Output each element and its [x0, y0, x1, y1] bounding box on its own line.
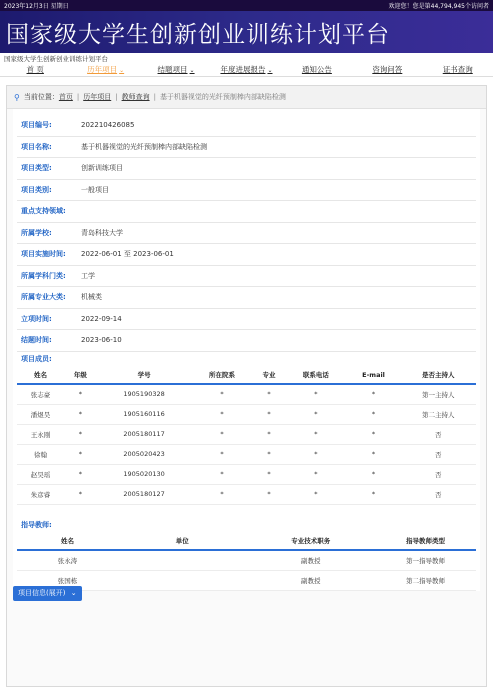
nav-item-certificate-query[interactable]: 证书查询: [442, 65, 473, 74]
detail-row-project-number: 项目编号: 202210426085: [17, 115, 476, 137]
column-header: 姓名: [17, 367, 64, 384]
detail-row-completion-date: 结题时间: 2023-06-10: [17, 330, 476, 352]
nav-item-annual-report[interactable]: 年度进展报告 ⌄: [220, 65, 273, 74]
table-row: 徐翰 * 2005020423 * * * * 否: [17, 444, 476, 464]
column-header: 专业技术职务: [246, 533, 375, 550]
column-header: 姓名: [17, 533, 118, 550]
breadcrumb-home-link[interactable]: 首页: [58, 93, 73, 101]
column-header: E-mail: [347, 367, 401, 384]
expand-project-info-button[interactable]: 项目信息(展开) ⌄: [13, 586, 82, 601]
breadcrumb: ⚲ 当前位置： 首页 | 历年项目 | 教师查询 | 基于机器视觉的光纤预制棒内部缺陷检测: [7, 86, 486, 109]
breadcrumb-past-projects-link[interactable]: 历年项目: [83, 93, 112, 101]
column-header: 学号: [97, 367, 192, 384]
table-row: 张永涛 副教授 第一指导教师: [17, 550, 476, 571]
table-row: 张志豪 * 1905190328 * * * * 第一主持人: [17, 384, 476, 405]
site-banner: [0, 11, 493, 53]
breadcrumb-teacher-query-link[interactable]: 教师查询: [121, 93, 150, 101]
table-row: 赵昊瑶 * 1905020130 * * * * 否: [17, 464, 476, 484]
location-pin-icon: ⚲: [14, 92, 20, 102]
detail-row-school: 所属学校: 青岛科技大学: [17, 223, 476, 245]
nav-item-faq[interactable]: 咨询问答: [372, 65, 403, 74]
main-nav: [0, 63, 493, 77]
chevron-down-icon: ⌄: [119, 67, 125, 74]
teachers-section-title: 指导教师:: [21, 520, 52, 529]
detail-row-major-category: 所属专业大类: 机械类: [17, 287, 476, 309]
column-header: 年级: [64, 367, 97, 384]
chevron-down-icon: ⌄: [267, 67, 273, 74]
visitor-counter: 欢迎您！您是第44,794,945个访问者: [388, 3, 489, 10]
nav-item-past-projects[interactable]: 历年项目 ⌄: [87, 65, 125, 74]
column-header: 所在院系: [191, 367, 252, 384]
detail-row-project-type: 项目类型: 创新训练项目: [17, 158, 476, 180]
breadcrumb-current: 基于机器视觉的光纤预制棒内部缺陷检测: [159, 93, 286, 101]
detail-row-project-category: 项目类别: 一般项目: [17, 180, 476, 202]
detail-row-approval-date: 立项时间: 2022-09-14: [17, 309, 476, 331]
project-detail-panel: [13, 109, 480, 591]
column-header: 专业: [253, 367, 286, 384]
top-info-bar: [0, 0, 493, 11]
column-header: 单位: [118, 533, 247, 550]
teachers-table: [17, 533, 476, 591]
table-row: 张国栋 副教授 第二指导教师: [17, 570, 476, 590]
breadcrumb-prefix: 当前位置：: [23, 93, 59, 101]
column-header: 联系电话: [285, 367, 346, 384]
current-date: 2023年12月3日 星期日: [4, 3, 69, 10]
nav-item-notices[interactable]: 通知公告: [301, 65, 332, 74]
column-header: 是否主持人: [401, 367, 476, 384]
chevron-down-icon: ⌄: [70, 589, 77, 597]
detail-row-project-name: 项目名称: 基于机器视觉的光纤预制棒内部缺陷检测: [17, 137, 476, 159]
members-section-title: 项目成员:: [21, 354, 52, 363]
nav-item-home[interactable]: 首 页: [26, 65, 44, 74]
detail-row-support-field: 重点支持领域:: [17, 201, 476, 223]
table-row: 朱彦睿 * 2005180127 * * * * 否: [17, 484, 476, 504]
detail-row-discipline: 所属学科门类: 工学: [17, 266, 476, 288]
column-header: 指导教师类型: [375, 533, 476, 550]
nav-item-completed-projects[interactable]: 结题项目 ⌄: [157, 65, 195, 74]
chevron-down-icon: ⌄: [189, 67, 195, 74]
site-title: 国家级大学生创新创业训练计划平台: [6, 21, 390, 48]
detail-row-implementation-period: 项目实施时间: 2022-06-01 至 2023-06-01: [17, 244, 476, 266]
table-row: 王永刚 * 2005180117 * * * * 否: [17, 424, 476, 444]
table-row: 潘煜昊 * 1905160116 * * * * 第二主持人: [17, 404, 476, 424]
sub-logo-text: 国家级大学生创新创业训练计划平台: [4, 55, 108, 63]
members-table: [17, 367, 476, 505]
